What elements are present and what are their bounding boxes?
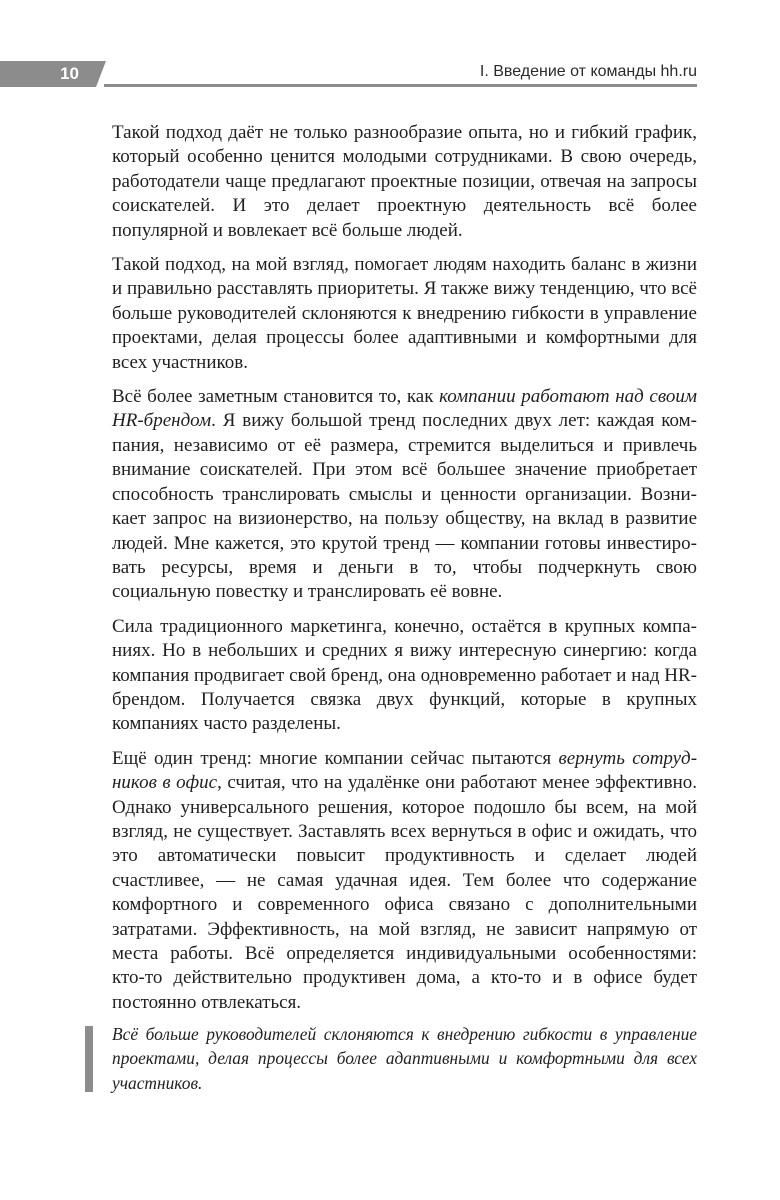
pull-quote-text: Всё больше руководителей склоняются к внедрению гибкости в управление проектами, делая процессы более адаптивными и комфортными для всех участников. — [112, 1024, 697, 1093]
paragraph-3: Всё более заметным становится то, как компании работают над своим HR-брендом. Я вижу большой тренд последних двух лет: каждая компания, независимо от её размера, стремится выделиться и привлечь внимание соискателей. При этом всё большее значение приобретает способность транслировать смыслы и ценности организации. Возникает запрос на визионерство, на пользу обществу, на вклад в развитие людей. Мне кажется, это крутой тренд — компании готовы инвестировать ресурсы, время и деньги в то, чтобы подчеркнуть свою социальную повестку и транслировать её вовне. — [112, 386, 697, 603]
emphasis-return-to-office: вернуть сотрудников в офис — [112, 747, 698, 794]
paragraph-5: Ещё один тренд: многие компании сейчас пытаются вернуть сотрудников в офис, считая, что на удалёнке они работают менее эффективно. Однако универсального решения, которое подошло бы всем, на мой взгляд, не существует. Заставлять всех вернуться в офис и ожидать, что это автоматически повысит продуктивность и сделает людей счастливее, — не самая удачная идея. Тем более что содержание комфортного и современного офиса связано с дополнительными затратами. Эффективность, на мой взгляд, не зависит напрямую от места работы. Всё определяется индивидуальными особенностями: кто-то действительно продуктивен дома, а кто-то и в офисе будет постоянно отвлекаться. — [112, 747, 698, 1013]
body-text — [112, 121, 697, 1025]
running-head: I. Введение от команды hh.ru — [479, 63, 697, 80]
page-number: 10 — [0, 61, 96, 87]
pull-quote-bar — [85, 1026, 93, 1092]
header-rule — [104, 84, 697, 87]
paragraph-2: Такой подход, на мой взгляд, помогает людям находить баланс в жизни и правильно расставлять приоритеты. Я также вижу тенденцию, что всё больше руководителей склоняются к внедрению гибкости в управление проектами, делая процессы более адаптивными и комфортными для всех участников. — [112, 254, 697, 373]
paragraph-4: Сила традиционного маркетинга, конечно, остаётся в крупных компаниях. Но в небольших и средних я вижу интересную синергию: когда компания продвигает свой бренд, она одновременно работает и над HR-брендом. Получается связка двух функций, которые в крупных компаниях часто разделены. — [112, 615, 697, 735]
emphasis-hr-brand: компании работают над своим HR-брендом — [112, 386, 697, 432]
pull-quote — [85, 1022, 697, 1095]
page-header — [0, 58, 697, 88]
paragraph-1: Такой подход даёт не только разнообразие опыта, но и гибкий график, который особенно ценится молодыми сотрудниками. В свою очередь, работодатели чаще предлагают проектные позиции, отвечая на запросы соискателей. И это делает проектную деятельность всё более популярной и вовлекает всё больше людей. — [112, 122, 697, 241]
